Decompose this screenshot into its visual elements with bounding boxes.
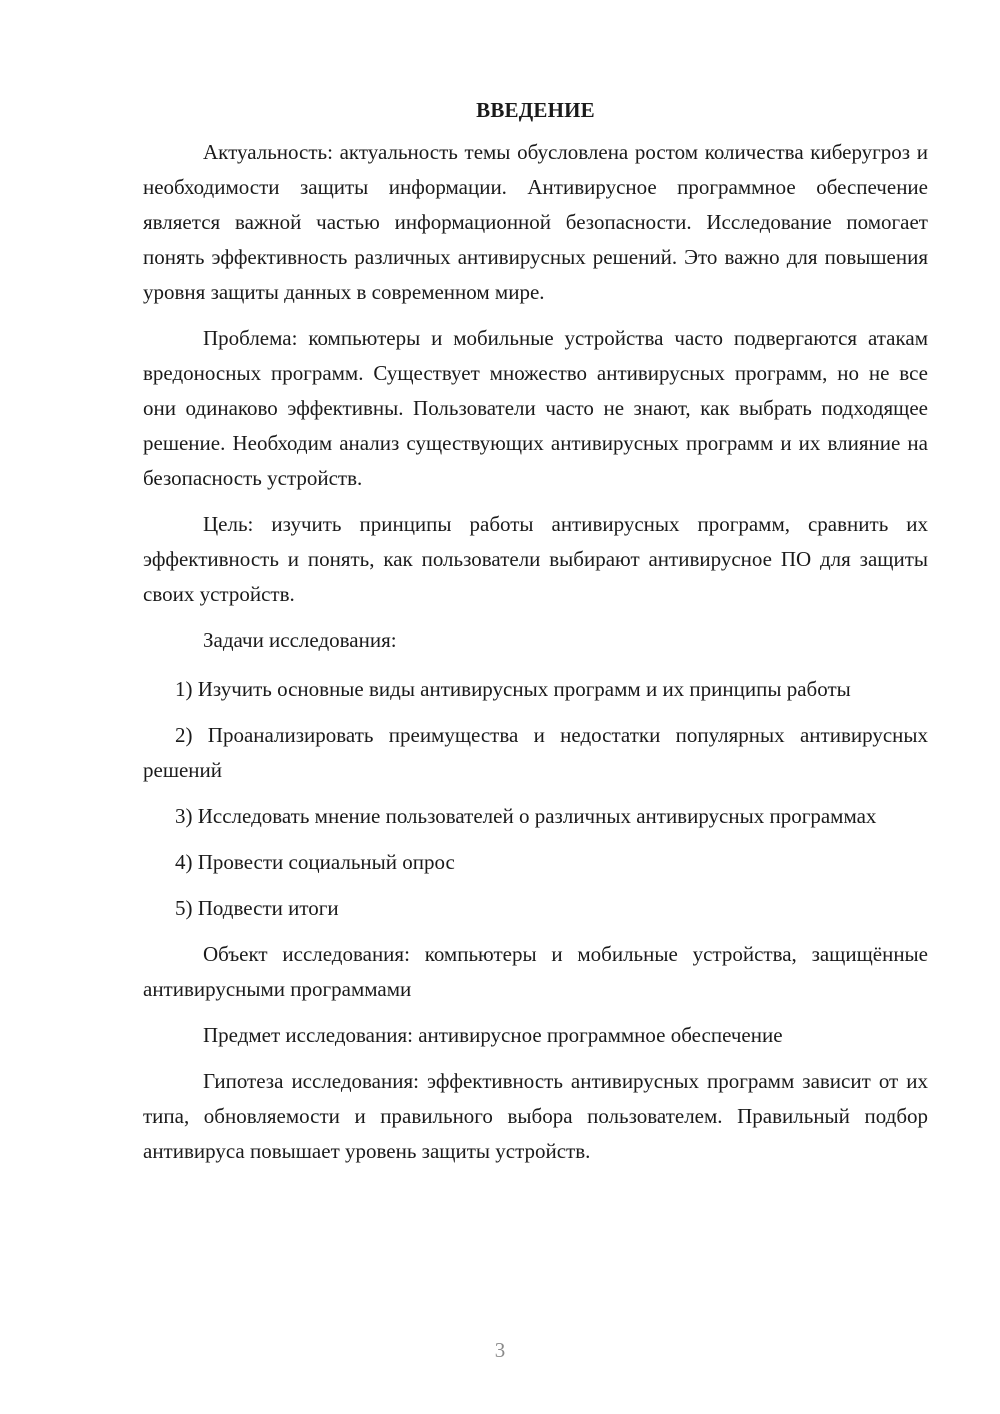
section-title: ВВЕДЕНИЕ bbox=[476, 98, 595, 122]
task-item: 2) Проанализировать преимущества и недостатки популярных антивирусных решений bbox=[143, 723, 928, 782]
task-item: 4) Провести социальный опрос bbox=[175, 850, 455, 874]
task-item: 1) Изучить основные виды антивирусных программ и их принципы работы bbox=[175, 677, 851, 701]
problem-paragraph: Проблема: компьютеры и мобильные устройства часто подвергаются атакам вредоносных программ. Существует множество антивирусных программ, но не все они одинаково эффективны. Пользователи часто не знают, как выбрать подходящее решение. Необходим анализ существующих антивирусных программ и их влияние на безопасность устройств. bbox=[143, 326, 928, 490]
relevance-paragraph: Актуальность: актуальность темы обусловлена ростом количества киберугроз и необходимости защиты информации. Антивирусное программное обеспечение является важной частью информационной безопасности. Исследование помогает понять эффективность различных антивирусных решений. Это важно для повышения уровня защиты данных в современном мире. bbox=[143, 140, 928, 304]
subject-paragraph: Предмет исследования: антивирусное программное обеспечение bbox=[203, 1023, 783, 1047]
tasks-heading: Задачи исследования: bbox=[203, 628, 397, 652]
page-number: 3 bbox=[494, 1338, 506, 1362]
object-paragraph: Объект исследования: компьютеры и мобильные устройства, защищённые антивирусными программами bbox=[143, 942, 928, 1001]
goal-paragraph: Цель: изучить принципы работы антивирусных программ, сравнить их эффективность и понять, как пользователи выбирают антивирусное ПО для защиты своих устройств. bbox=[143, 512, 928, 606]
hypothesis-paragraph: Гипотеза исследования: эффективность антивирусных программ зависит от их типа, обновляемости и правильного выбора пользователем. Правильный подбор антивируса повышает уровень защиты устройств. bbox=[143, 1069, 928, 1163]
task-item: 5) Подвести итоги bbox=[175, 896, 339, 920]
task-item: 3) Исследовать мнение пользователей о различных антивирусных программах bbox=[175, 804, 877, 828]
page-content bbox=[143, 93, 928, 1180]
